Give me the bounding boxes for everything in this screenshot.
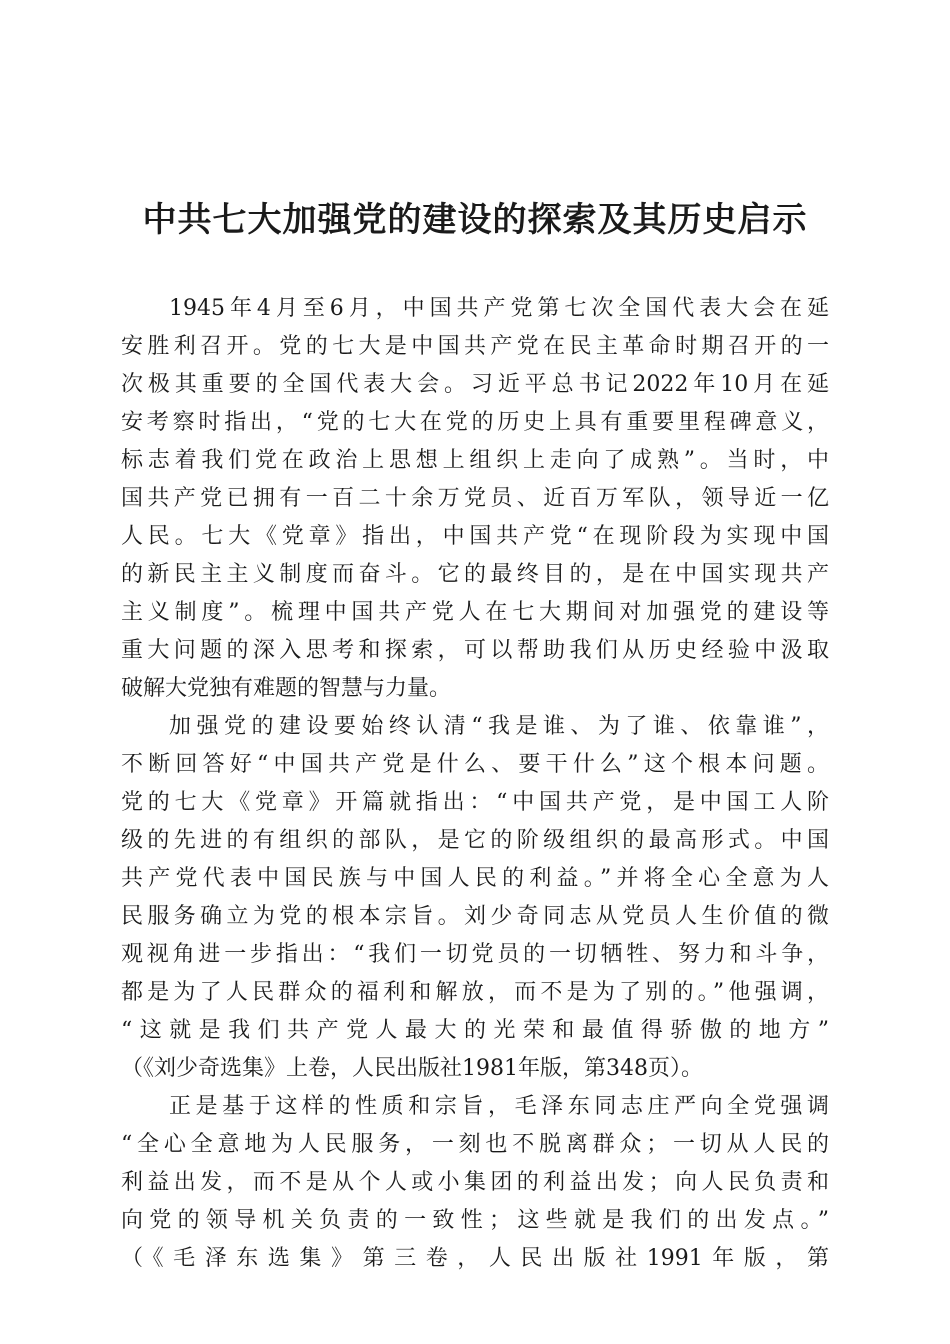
text-line: 不断回答好“中国共产党是什么、要干什么”这个根本问题。 bbox=[121, 752, 829, 777]
text-line: 观视角进一步指出：“我们一切党员的一切牺牲、努力和斗争， bbox=[121, 942, 829, 967]
text-line: “这就是我们共产党人最大的光荣和最值得骄傲的地方” bbox=[121, 1018, 829, 1043]
document-title: 中共七大加强党的建设的探索及其历史启示 bbox=[142, 200, 808, 240]
text-line: 党的七大《党章》开篇就指出：“中国共产党，是中国工人阶 bbox=[121, 790, 829, 815]
text-line: 标志着我们党在政治上思想上组织上走向了成熟”。当时，中 bbox=[121, 448, 829, 473]
text-line: 破解大党独有难题的智慧与力量。 bbox=[121, 676, 452, 701]
text-line: 次极其重要的全国代表大会。习近平总书记2022年10月在延 bbox=[121, 372, 829, 397]
text-line: 加强党的建设要始终认清“我是谁、为了谁、依靠谁”， bbox=[169, 714, 829, 739]
text-line: 共产党代表中国民族与中国人民的利益。”并将全心全意为人 bbox=[121, 866, 829, 891]
text-line: 向党的领导机关负责的一致性；这些就是我们的出发点。” bbox=[121, 1208, 829, 1233]
paragraph-2 bbox=[121, 708, 829, 1088]
text-line: 都是为了人民群众的福利和解放，而不是为了别的。”他强调， bbox=[121, 980, 829, 1005]
paragraph-3 bbox=[121, 1088, 829, 1278]
document-body bbox=[121, 290, 829, 1278]
text-line: 主义制度”。梳理中国共产党人在七大期间对加强党的建设等 bbox=[121, 600, 829, 625]
text-line: 重大问题的深入思考和探索，可以帮助我们从历史经验中汲取 bbox=[121, 638, 829, 663]
text-line: 利益出发，而不是从个人或小集团的利益出发；向人民负责和 bbox=[121, 1170, 829, 1195]
text-line: 国共产党已拥有一百二十余万党员、近百万军队，领导近一亿 bbox=[121, 486, 829, 511]
text-line: 人民。七大《党章》指出，中国共产党“在现阶段为实现中国 bbox=[121, 524, 829, 549]
text-line: “全心全意地为人民服务，一刻也不脱离群众；一切从人民的 bbox=[121, 1132, 829, 1157]
text-line: 安胜利召开。党的七大是中国共产党在民主革命时期召开的一 bbox=[121, 334, 829, 359]
text-line: （《刘少奇选集》上卷，人民出版社1981年版，第348页）。 bbox=[121, 1056, 703, 1081]
paragraph-1 bbox=[121, 290, 829, 708]
text-line: 民服务确立为党的根本宗旨。刘少奇同志从党员人生价值的微 bbox=[121, 904, 829, 929]
text-line: （《毛泽东选集》第三卷，人民出版社1991年版，第 bbox=[121, 1246, 829, 1271]
text-line: 1945年4月至6月，中国共产党第七次全国代表大会在延 bbox=[169, 296, 829, 321]
text-line: 的新民主主义制度而奋斗。它的最终目的，是在中国实现共产 bbox=[121, 562, 829, 587]
text-line: 级的先进的有组织的部队，是它的阶级组织的最高形式。中国 bbox=[121, 828, 829, 853]
text-line: 正是基于这样的性质和宗旨，毛泽东同志庄严向全党强调 bbox=[169, 1094, 829, 1119]
text-line: 安考察时指出，“党的七大在党的历史上具有重要里程碑意义， bbox=[121, 410, 829, 435]
